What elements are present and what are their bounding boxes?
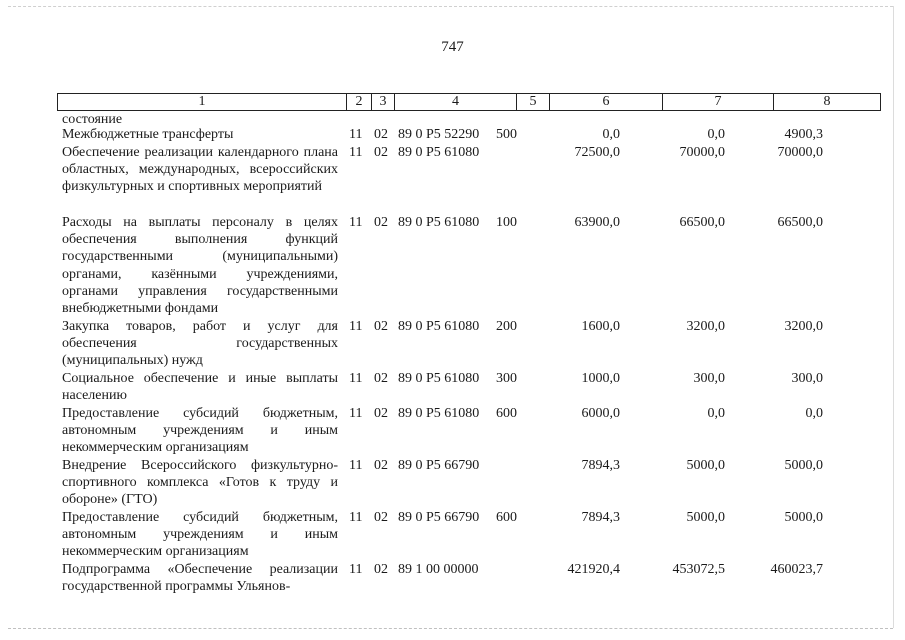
amount-col7: 0,0 [707,406,725,421]
expense-type-code: 600 [496,406,517,421]
subsection-code: 02 [374,510,388,525]
section-code: 11 [349,458,363,473]
table-row [0,144,905,214]
target-article-code: 89 0 P5 61080 [398,371,480,386]
subsection-code: 02 [374,562,388,577]
section-code: 11 [349,145,363,160]
amount-col7: 0,0 [707,127,725,142]
row-description: Закупка товаров, работ и услуг для обеспечения государственных (муниципальных) нужд [62,319,338,369]
subsection-code: 02 [374,406,388,421]
subsection-code: 02 [374,215,388,230]
column-header-5: 5 [517,94,550,111]
table-row [0,561,905,597]
table-row [0,370,905,405]
amount-col6: 72500,0 [574,145,620,160]
table-row [0,405,905,457]
amount-col6: 1600,0 [581,319,620,334]
expense-type-code: 100 [496,215,517,230]
table-row [0,509,905,561]
amount-col7: 5000,0 [686,458,725,473]
amount-col8: 70000,0 [777,145,823,160]
budget-table-body [0,113,905,597]
amount-col8: 0,0 [805,406,823,421]
amount-col8: 460023,7 [770,562,823,577]
amount-col7: 300,0 [693,371,725,386]
amount-col6: 63900,0 [574,215,620,230]
amount-col8: 300,0 [791,371,823,386]
page-number: 747 [441,39,464,55]
amount-col7: 453072,5 [672,562,725,577]
column-header-8: 8 [774,94,881,111]
column-header-3: 3 [372,94,395,111]
target-article-code: 89 1 00 00000 [398,562,479,577]
row-description: Внедрение Всероссийского физкультурно-спортивного комплекса «Готов к труду и обороне» (ГТО) [62,458,338,508]
row-description: Предоставление субсидий бюджетным, автономным учреждениям и иным некоммерческим организациям [62,406,338,456]
row-description: состояние [62,112,123,127]
section-code: 11 [349,510,363,525]
section-code: 11 [349,562,363,577]
target-article-code: 89 0 P5 61080 [398,215,480,230]
row-description: Предоставление субсидий бюджетным, автономным учреждениям и иным некоммерческим организациям [62,510,338,560]
amount-col7: 70000,0 [679,145,725,160]
amount-col6: 0,0 [602,127,620,142]
row-description: Социальное обеспечение и иные выплаты населению [62,371,338,404]
amount-col6: 1000,0 [581,371,620,386]
column-header-6: 6 [550,94,663,111]
expense-type-code: 500 [496,127,517,142]
expense-type-code: 300 [496,371,517,386]
column-header-row [58,94,881,111]
amount-col6: 421920,4 [567,562,620,577]
section-code: 11 [349,406,363,421]
expense-type-code: 600 [496,510,517,525]
amount-col7: 66500,0 [679,215,725,230]
table-row [0,126,905,144]
amount-col8: 4900,3 [784,127,823,142]
target-article-code: 89 0 P5 52290 [398,127,480,142]
amount-col8: 66500,0 [777,215,823,230]
column-header-table [57,93,881,111]
amount-col6: 7894,3 [581,458,620,473]
amount-col8: 3200,0 [784,319,823,334]
table-row [0,214,905,318]
column-header-2: 2 [347,94,372,111]
scan-border-top [8,6,893,8]
column-header-7: 7 [663,94,774,111]
amount-col7: 5000,0 [686,510,725,525]
column-header-1: 1 [58,94,347,111]
target-article-code: 89 0 P5 66790 [398,458,480,473]
subsection-code: 02 [374,458,388,473]
table-row [0,318,905,370]
target-article-code: 89 0 P5 66790 [398,510,480,525]
row-description: Обеспечение реализации календарного плана областных, международных, всероссийских физкультурных и спортивных мероприятий [62,145,338,195]
section-code: 11 [349,371,363,386]
amount-col6: 6000,0 [581,406,620,421]
table-row [0,113,905,126]
amount-col8: 5000,0 [784,510,823,525]
amount-col6: 7894,3 [581,510,620,525]
expense-type-code: 200 [496,319,517,334]
subsection-code: 02 [374,145,388,160]
section-code: 11 [349,127,363,142]
scan-border-bottom [8,628,893,630]
target-article-code: 89 0 P5 61080 [398,406,480,421]
subsection-code: 02 [374,127,388,142]
column-header-4: 4 [395,94,517,111]
target-article-code: 89 0 P5 61080 [398,319,480,334]
row-description: Межбюджетные трансферты [62,127,234,142]
section-code: 11 [349,215,363,230]
amount-col7: 3200,0 [686,319,725,334]
table-row [0,457,905,509]
section-code: 11 [349,319,363,334]
target-article-code: 89 0 P5 61080 [398,145,480,160]
subsection-code: 02 [374,371,388,386]
row-description: Расходы на выплаты персоналу в целях обеспечения выполнения функций государственными (муниципальными) органами, казёнными учреждениями, органами управления государственными внебюджетными фондами [62,215,338,317]
subsection-code: 02 [374,319,388,334]
row-description: Подпрограмма «Обеспечение реализации государственной программы Ульянов- [62,562,338,595]
amount-col8: 5000,0 [784,458,823,473]
